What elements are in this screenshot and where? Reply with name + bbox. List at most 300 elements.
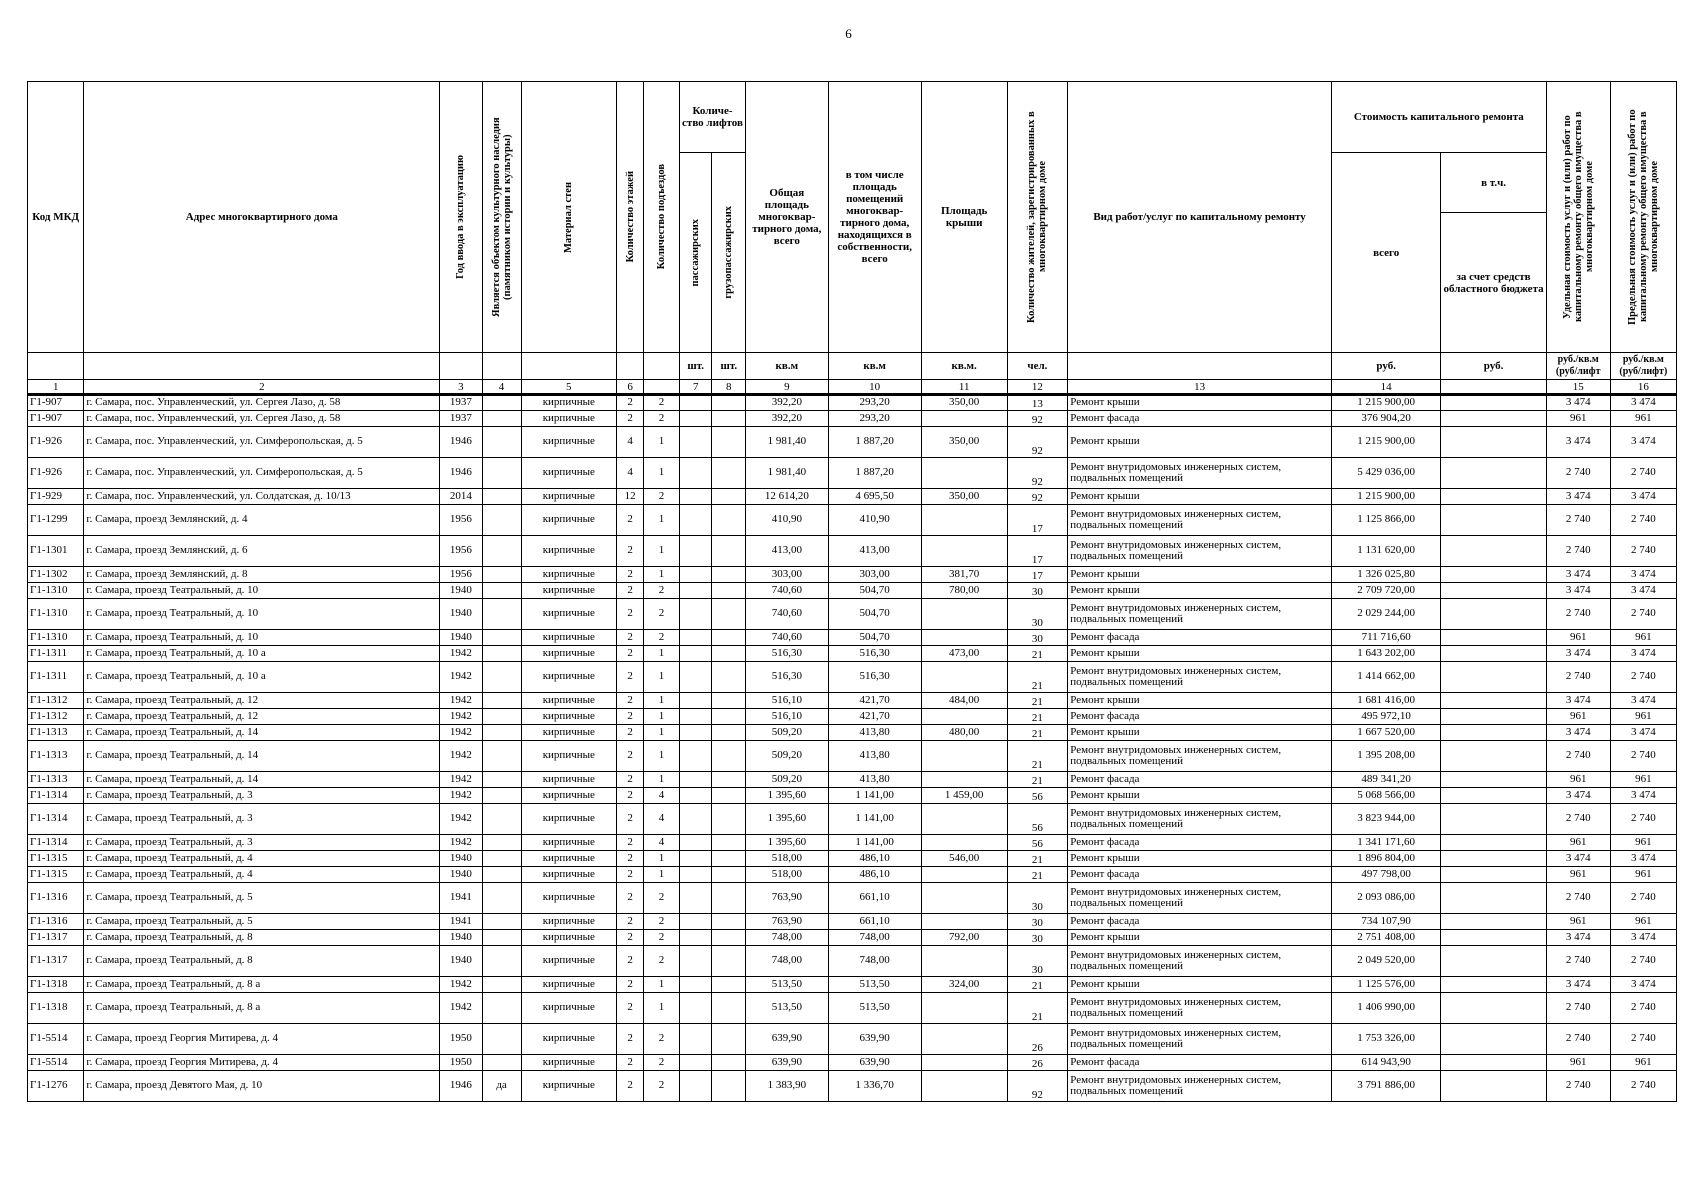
cell-cost-regional: [1441, 804, 1546, 835]
unit: руб./кв.м (руб/лифт): [1610, 353, 1676, 380]
hdr-roof-area: Площадь крыши: [921, 82, 1007, 353]
cell-lifts-cargo: [712, 709, 746, 725]
column-number: 11: [921, 380, 1007, 395]
table-row: [28, 1055, 1677, 1071]
cell-max-cost: 3 474: [1610, 583, 1676, 599]
table-row: [28, 630, 1677, 646]
hdr-total-area: Общая площадь многоквар- тирного дома, всего: [746, 82, 828, 353]
cell-cost-total: 376 904,20: [1331, 411, 1441, 427]
cell-cost-total: 1 341 171,60: [1331, 835, 1441, 851]
cell-floors: 2: [617, 1071, 644, 1102]
cell-roof-area: 381,70: [921, 567, 1007, 583]
cell-work-type: Ремонт крыши: [1068, 567, 1332, 583]
cell-roof-area: [921, 458, 1007, 489]
column-number: 14: [1331, 380, 1441, 395]
cell-lifts-pass: [679, 599, 712, 630]
cell-cost-total: 1 326 025,80: [1331, 567, 1441, 583]
column-number: 1: [28, 380, 84, 395]
table-row: [28, 662, 1677, 693]
cell-owned-area: 303,00: [828, 567, 921, 583]
cell-residents: 92: [1007, 411, 1068, 427]
cell-entrances: 1: [644, 772, 680, 788]
cell-max-cost: 3 474: [1610, 977, 1676, 993]
cell-lifts-cargo: [712, 993, 746, 1024]
cell-code: Г1-1314: [28, 788, 84, 804]
cell-address: г. Самара, проезд Театральный, д. 10 а: [84, 646, 440, 662]
table-row: [28, 977, 1677, 993]
cell-wall: кирпичные: [521, 693, 616, 709]
cell-year: 1941: [440, 883, 482, 914]
cell-wall: кирпичные: [521, 709, 616, 725]
cell-total-area: 413,00: [746, 536, 828, 567]
cell-address: г. Самара, проезд Театральный, д. 8 а: [84, 977, 440, 993]
cell-unit-cost: 961: [1546, 835, 1610, 851]
table-row: [28, 993, 1677, 1024]
cell-work-type: Ремонт крыши: [1068, 930, 1332, 946]
cell-heritage: да: [482, 1071, 521, 1102]
cell-unit-cost: 3 474: [1546, 489, 1610, 505]
cell-year: 1942: [440, 835, 482, 851]
cell-cost-total: 1 215 900,00: [1331, 427, 1441, 458]
cell-address: г. Самара, проезд Театральный, д. 10: [84, 630, 440, 646]
cell-cost-total: 1 406 990,00: [1331, 993, 1441, 1024]
cell-roof-area: [921, 1071, 1007, 1102]
cell-wall: кирпичные: [521, 993, 616, 1024]
hdr-lifts: Количе- ство лифтов: [679, 82, 745, 153]
cell-code: Г1-1299: [28, 505, 84, 536]
cell-heritage: [482, 599, 521, 630]
cell-year: 1940: [440, 930, 482, 946]
cell-cost-total: 614 943,90: [1331, 1055, 1441, 1071]
cell-owned-area: 504,70: [828, 630, 921, 646]
cell-entrances: 1: [644, 567, 680, 583]
cell-wall: кирпичные: [521, 867, 616, 883]
cell-wall: кирпичные: [521, 835, 616, 851]
cell-wall: кирпичные: [521, 851, 616, 867]
cell-wall: кирпичные: [521, 599, 616, 630]
table-row: [28, 489, 1677, 505]
cell-work-type: Ремонт крыши: [1068, 583, 1332, 599]
cell-year: 1946: [440, 458, 482, 489]
cell-unit-cost: 2 740: [1546, 883, 1610, 914]
cell-residents: 30: [1007, 930, 1068, 946]
cell-unit-cost: 2 740: [1546, 505, 1610, 536]
cell-lifts-cargo: [712, 741, 746, 772]
cell-total-area: 516,30: [746, 662, 828, 693]
cell-owned-area: 293,20: [828, 395, 921, 411]
cell-roof-area: 350,00: [921, 395, 1007, 411]
cell-roof-area: [921, 599, 1007, 630]
cell-owned-area: 1 141,00: [828, 788, 921, 804]
cell-lifts-cargo: [712, 867, 746, 883]
cell-address: г. Самара, проезд Театральный, д. 8: [84, 946, 440, 977]
cell-floors: 2: [617, 646, 644, 662]
cell-entrances: 1: [644, 741, 680, 772]
cell-code: Г1-1310: [28, 630, 84, 646]
cell-entrances: 4: [644, 804, 680, 835]
cell-total-area: 740,60: [746, 599, 828, 630]
cell-cost-total: 1 125 576,00: [1331, 977, 1441, 993]
cell-year: 1950: [440, 1055, 482, 1071]
cell-owned-area: 748,00: [828, 930, 921, 946]
cell-owned-area: 413,80: [828, 725, 921, 741]
column-number: 9: [746, 380, 828, 395]
cell-max-cost: 3 474: [1610, 725, 1676, 741]
cell-floors: 2: [617, 883, 644, 914]
cell-address: г. Самара, проезд Театральный, д. 4: [84, 867, 440, 883]
cell-lifts-pass: [679, 772, 712, 788]
cell-address: г. Самара, проезд Театральный, д. 12: [84, 693, 440, 709]
cell-heritage: [482, 630, 521, 646]
cell-roof-area: [921, 411, 1007, 427]
cell-roof-area: [921, 662, 1007, 693]
table-row: [28, 709, 1677, 725]
cell-total-area: 509,20: [746, 772, 828, 788]
cell-entrances: 4: [644, 835, 680, 851]
cell-cost-regional: [1441, 662, 1546, 693]
cell-owned-area: 504,70: [828, 583, 921, 599]
cell-address: г. Самара, проезд Театральный, д. 14: [84, 772, 440, 788]
cell-lifts-cargo: [712, 851, 746, 867]
cell-max-cost: 2 740: [1610, 804, 1676, 835]
cell-total-area: 392,20: [746, 395, 828, 411]
cell-floors: 2: [617, 977, 644, 993]
table-row: [28, 1024, 1677, 1055]
cell-cost-regional: [1441, 599, 1546, 630]
cell-code: Г1-1302: [28, 567, 84, 583]
cell-heritage: [482, 709, 521, 725]
cell-work-type: Ремонт внутридомовых инженерных систем, подвальных помещений: [1068, 536, 1332, 567]
cell-total-area: 748,00: [746, 946, 828, 977]
cell-year: 1956: [440, 505, 482, 536]
cell-entrances: 1: [644, 977, 680, 993]
cell-entrances: 1: [644, 505, 680, 536]
cell-lifts-pass: [679, 725, 712, 741]
cell-address: г. Самара, проезд Девятого Мая, д. 10: [84, 1071, 440, 1102]
cell-address: г. Самара, проезд Театральный, д. 3: [84, 835, 440, 851]
cell-lifts-pass: [679, 851, 712, 867]
cell-wall: кирпичные: [521, 395, 616, 411]
cell-lifts-cargo: [712, 772, 746, 788]
cell-cost-total: 1 125 866,00: [1331, 505, 1441, 536]
cell-cost-regional: [1441, 693, 1546, 709]
cell-address: г. Самара, проезд Театральный, д. 10 а: [84, 662, 440, 693]
cell-total-area: 513,50: [746, 993, 828, 1024]
cell-unit-cost: 3 474: [1546, 427, 1610, 458]
cell-year: 1940: [440, 599, 482, 630]
cell-heritage: [482, 977, 521, 993]
cell-lifts-pass: [679, 583, 712, 599]
hdr-floors: Количество этажей: [624, 171, 636, 263]
cell-heritage: [482, 788, 521, 804]
cell-floors: 2: [617, 567, 644, 583]
cell-floors: 2: [617, 1055, 644, 1071]
cell-cost-regional: [1441, 788, 1546, 804]
cell-roof-area: [921, 993, 1007, 1024]
cell-unit-cost: 2 740: [1546, 1071, 1610, 1102]
cell-cost-total: 1 896 804,00: [1331, 851, 1441, 867]
cell-cost-total: 1 681 416,00: [1331, 693, 1441, 709]
cell-owned-area: 639,90: [828, 1024, 921, 1055]
cell-work-type: Ремонт внутридомовых инженерных систем, подвальных помещений: [1068, 1071, 1332, 1102]
cell-owned-area: 421,70: [828, 693, 921, 709]
cell-floors: 2: [617, 709, 644, 725]
cell-residents: 30: [1007, 914, 1068, 930]
cell-address: г. Самара, проезд Театральный, д. 4: [84, 851, 440, 867]
unit: кв.м.: [921, 353, 1007, 380]
cell-unit-cost: 2 740: [1546, 662, 1610, 693]
cell-lifts-pass: [679, 630, 712, 646]
cell-owned-area: 661,10: [828, 914, 921, 930]
cell-max-cost: 2 740: [1610, 1024, 1676, 1055]
cell-code: Г1-926: [28, 427, 84, 458]
cell-owned-area: 413,80: [828, 741, 921, 772]
cell-owned-area: 516,30: [828, 662, 921, 693]
cell-year: 1946: [440, 1071, 482, 1102]
table-row: [28, 646, 1677, 662]
hdr-owned-area: в том числе площадь помещений многоквар- тирного дома, находящихся в собственности, всего: [828, 82, 921, 353]
table-row: [28, 536, 1677, 567]
cell-owned-area: 1 887,20: [828, 427, 921, 458]
hdr-code: Код МКД: [28, 82, 84, 353]
hdr-year: Год ввода в эксплуатацию: [455, 154, 467, 280]
column-number: 13: [1068, 380, 1332, 395]
cell-lifts-pass: [679, 489, 712, 505]
cell-wall: кирпичные: [521, 930, 616, 946]
cell-work-type: Ремонт внутридомовых инженерных систем, подвальных помещений: [1068, 662, 1332, 693]
cell-cost-total: 711 716,60: [1331, 630, 1441, 646]
cell-floors: 2: [617, 693, 644, 709]
cell-roof-area: 324,00: [921, 977, 1007, 993]
cell-floors: 2: [617, 851, 644, 867]
table-row: [28, 395, 1677, 411]
cell-code: Г1-929: [28, 489, 84, 505]
cell-floors: 2: [617, 804, 644, 835]
cell-total-area: 1 395,60: [746, 835, 828, 851]
unit: шт.: [679, 353, 712, 380]
cell-lifts-cargo: [712, 505, 746, 536]
cell-heritage: [482, 725, 521, 741]
cell-work-type: Ремонт крыши: [1068, 693, 1332, 709]
table-row: [28, 804, 1677, 835]
hdr-heritage: Является объектом культурного наследия (памятником истории и культуры): [490, 117, 513, 317]
cell-floors: 2: [617, 395, 644, 411]
cell-wall: кирпичные: [521, 1024, 616, 1055]
cell-lifts-pass: [679, 804, 712, 835]
cell-unit-cost: 2 740: [1546, 599, 1610, 630]
cell-roof-area: [921, 1024, 1007, 1055]
cell-max-cost: 961: [1610, 914, 1676, 930]
cell-entrances: 2: [644, 914, 680, 930]
cell-roof-area: 473,00: [921, 646, 1007, 662]
cell-heritage: [482, 946, 521, 977]
cell-lifts-pass: [679, 946, 712, 977]
cell-code: Г1-1313: [28, 725, 84, 741]
cell-cost-total: 497 798,00: [1331, 867, 1441, 883]
cell-max-cost: 3 474: [1610, 567, 1676, 583]
cell-wall: кирпичные: [521, 489, 616, 505]
cell-residents: 21: [1007, 741, 1068, 772]
cell-work-type: Ремонт фасада: [1068, 1055, 1332, 1071]
cell-unit-cost: 3 474: [1546, 583, 1610, 599]
cell-roof-area: [921, 1055, 1007, 1071]
cell-owned-area: 661,10: [828, 883, 921, 914]
table-row: [28, 567, 1677, 583]
cell-lifts-pass: [679, 914, 712, 930]
cell-floors: 2: [617, 630, 644, 646]
cell-entrances: 1: [644, 662, 680, 693]
cell-owned-area: 1 141,00: [828, 835, 921, 851]
cell-cost-regional: [1441, 583, 1546, 599]
unit: руб./кв.м (руб/лифт: [1546, 353, 1610, 380]
unit: чел.: [1007, 353, 1068, 380]
cell-address: г. Самара, проезд Театральный, д. 10: [84, 583, 440, 599]
cell-owned-area: 293,20: [828, 411, 921, 427]
column-number: 6: [617, 380, 644, 395]
cell-address: г. Самара, проезд Землянский, д. 8: [84, 567, 440, 583]
cell-lifts-pass: [679, 993, 712, 1024]
cell-lifts-pass: [679, 788, 712, 804]
cell-heritage: [482, 646, 521, 662]
column-number: [644, 380, 680, 395]
page-number: 6: [845, 26, 852, 41]
cell-year: 1946: [440, 427, 482, 458]
table-body: [28, 395, 1677, 1102]
cell-unit-cost: 3 474: [1546, 788, 1610, 804]
cell-code: Г1-1314: [28, 804, 84, 835]
cell-wall: кирпичные: [521, 725, 616, 741]
cell-unit-cost: 3 474: [1546, 977, 1610, 993]
cell-lifts-pass: [679, 1024, 712, 1055]
cell-unit-cost: 961: [1546, 867, 1610, 883]
cell-total-area: 1 981,40: [746, 427, 828, 458]
cell-owned-area: 1 887,20: [828, 458, 921, 489]
cell-unit-cost: 961: [1546, 709, 1610, 725]
cell-heritage: [482, 741, 521, 772]
cell-lifts-pass: [679, 458, 712, 489]
cell-cost-total: 1 395 208,00: [1331, 741, 1441, 772]
cell-wall: кирпичные: [521, 427, 616, 458]
cell-total-area: 410,90: [746, 505, 828, 536]
cell-year: 1941: [440, 914, 482, 930]
cell-max-cost: 2 740: [1610, 883, 1676, 914]
cell-floors: 2: [617, 772, 644, 788]
table-row: [28, 788, 1677, 804]
cell-cost-regional: [1441, 1071, 1546, 1102]
cell-total-area: 639,90: [746, 1055, 828, 1071]
cell-wall: кирпичные: [521, 1071, 616, 1102]
cell-work-type: Ремонт внутридомовых инженерных систем, подвальных помещений: [1068, 505, 1332, 536]
cell-cost-regional: [1441, 489, 1546, 505]
cell-work-type: Ремонт фасада: [1068, 867, 1332, 883]
cell-residents: 21: [1007, 772, 1068, 788]
cell-max-cost: 3 474: [1610, 693, 1676, 709]
table-row: [28, 725, 1677, 741]
table-row: [28, 867, 1677, 883]
cell-owned-area: 410,90: [828, 505, 921, 536]
cell-year: 1942: [440, 741, 482, 772]
cell-work-type: Ремонт фасада: [1068, 630, 1332, 646]
cell-cost-regional: [1441, 458, 1546, 489]
cell-cost-total: 1 131 620,00: [1331, 536, 1441, 567]
cell-roof-area: [921, 741, 1007, 772]
cell-residents: 30: [1007, 630, 1068, 646]
cell-year: 1942: [440, 709, 482, 725]
cell-work-type: Ремонт крыши: [1068, 977, 1332, 993]
cell-floors: 12: [617, 489, 644, 505]
cell-lifts-cargo: [712, 1024, 746, 1055]
cell-wall: кирпичные: [521, 662, 616, 693]
cell-residents: 26: [1007, 1024, 1068, 1055]
cell-entrances: 1: [644, 993, 680, 1024]
cell-address: г. Самара, проезд Театральный, д. 5: [84, 914, 440, 930]
table-row: [28, 427, 1677, 458]
cell-total-area: 509,20: [746, 741, 828, 772]
hdr-wall: Материал стен: [563, 181, 575, 253]
cell-heritage: [482, 804, 521, 835]
cell-cost-regional: [1441, 536, 1546, 567]
cell-max-cost: 3 474: [1610, 427, 1676, 458]
cell-year: 1956: [440, 536, 482, 567]
cell-year: 1940: [440, 583, 482, 599]
cell-residents: 56: [1007, 835, 1068, 851]
cell-cost-regional: [1441, 646, 1546, 662]
cell-wall: кирпичные: [521, 536, 616, 567]
cell-address: г. Самара, проезд Театральный, д. 10: [84, 599, 440, 630]
cell-total-area: 12 614,20: [746, 489, 828, 505]
cell-residents: 30: [1007, 599, 1068, 630]
cell-roof-area: [921, 914, 1007, 930]
cell-work-type: Ремонт внутридомовых инженерных систем, подвальных помещений: [1068, 804, 1332, 835]
column-number: 5: [521, 380, 616, 395]
cell-floors: 2: [617, 536, 644, 567]
cell-year: 1956: [440, 567, 482, 583]
cell-residents: 56: [1007, 804, 1068, 835]
cell-code: Г1-5514: [28, 1055, 84, 1071]
cell-code: Г1-1315: [28, 867, 84, 883]
cell-lifts-pass: [679, 646, 712, 662]
cell-lifts-cargo: [712, 583, 746, 599]
cell-residents: 17: [1007, 567, 1068, 583]
cell-entrances: 2: [644, 1055, 680, 1071]
cell-heritage: [482, 867, 521, 883]
cell-max-cost: 3 474: [1610, 851, 1676, 867]
cell-lifts-pass: [679, 505, 712, 536]
cell-entrances: 2: [644, 1071, 680, 1102]
column-number: 15: [1546, 380, 1610, 395]
cell-residents: 30: [1007, 583, 1068, 599]
cell-total-area: 1 383,90: [746, 1071, 828, 1102]
cell-code: Г1-1310: [28, 599, 84, 630]
cell-unit-cost: 2 740: [1546, 946, 1610, 977]
cell-code: Г1-1318: [28, 993, 84, 1024]
cell-heritage: [482, 993, 521, 1024]
cell-entrances: 1: [644, 709, 680, 725]
cell-wall: кирпичные: [521, 505, 616, 536]
cell-address: г. Самара, проезд Георгия Митирева, д. 4: [84, 1055, 440, 1071]
cell-code: Г1-907: [28, 395, 84, 411]
cell-max-cost: 2 740: [1610, 599, 1676, 630]
table-row: [28, 505, 1677, 536]
cell-address: г. Самара, пос. Управленческий, ул. Солдатская, д. 10/13: [84, 489, 440, 505]
table-row: [28, 914, 1677, 930]
table-header: [28, 82, 1677, 395]
cell-entrances: 4: [644, 788, 680, 804]
cell-cost-total: 734 107,90: [1331, 914, 1441, 930]
cell-cost-regional: [1441, 725, 1546, 741]
cell-owned-area: 504,70: [828, 599, 921, 630]
table-row: [28, 693, 1677, 709]
